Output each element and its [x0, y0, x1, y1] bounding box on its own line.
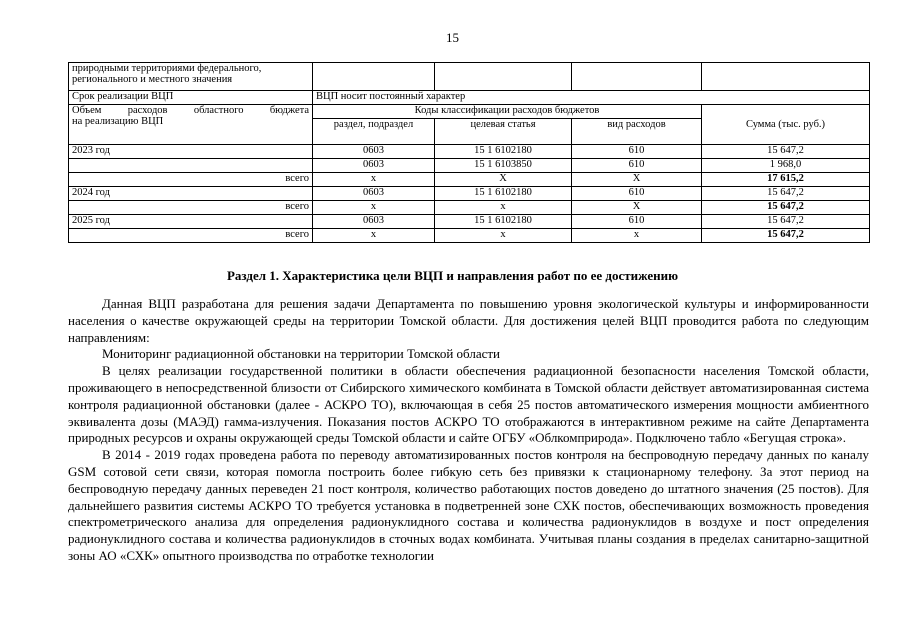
- section-title: Раздел 1. Характеристика цели ВЦП и направления работ по ее достижению: [226, 268, 679, 283]
- article-cell: 15 1 6102180: [435, 145, 572, 159]
- kind-cell: Х: [572, 201, 702, 215]
- term-label: Срок реализации ВЦП: [69, 91, 313, 105]
- section-cell: х: [313, 201, 435, 215]
- section-cell: 0603: [313, 145, 435, 159]
- paragraph: Мониторинг радиационной обстановки на территории Томской области: [102, 346, 501, 362]
- article-cell: 15 1 6102180: [435, 215, 572, 229]
- table-row: [69, 173, 870, 187]
- volume-label: Объем расходов областного бюджета на реализацию ВЦП: [69, 105, 313, 145]
- sum-cell: 1 968,0: [702, 159, 870, 173]
- article-cell: Х: [435, 173, 572, 187]
- row-label: всего: [69, 229, 313, 243]
- kind-cell: 610: [572, 215, 702, 229]
- section-cell: х: [313, 173, 435, 187]
- codes-header: Коды классификации расходов бюджетов: [313, 105, 702, 119]
- table-row-territories: [69, 63, 870, 91]
- row-label: 2023 год: [69, 145, 313, 159]
- term-value: ВЦП носит постоянный характер: [313, 91, 870, 105]
- section-col-header: раздел, подраздел: [313, 119, 435, 145]
- table-row-codes-header: [69, 105, 870, 119]
- article-col-header: целевая статья: [435, 119, 572, 145]
- table-row-term: [69, 91, 870, 105]
- kind-cell: 610: [572, 159, 702, 173]
- article-cell: х: [435, 201, 572, 215]
- row-label: всего: [69, 201, 313, 215]
- table-row: [69, 215, 870, 229]
- sum-cell: 15 647,2: [702, 187, 870, 201]
- section-cell: х: [313, 229, 435, 243]
- paragraph: Данная ВЦП разработана для решения задачи Департамента по повышению уровня экологической культуры и информированности населения о качестве окружающей среды на территории Томской области. Для достижения целей ВЦП проводится работа по следующим направлениям:: [68, 296, 869, 345]
- article-cell: 15 1 6102180: [435, 187, 572, 201]
- volume-label-line1: Объем расходов областного бюджета: [72, 105, 309, 116]
- sum-cell: 15 647,2: [702, 215, 870, 229]
- row-label: 2024 год: [69, 187, 313, 201]
- body-text: [68, 296, 869, 565]
- kind-cell: 610: [572, 187, 702, 201]
- kind-cell: Х: [572, 173, 702, 187]
- kind-cell: 610: [572, 145, 702, 159]
- article-cell: 15 1 6103850: [435, 159, 572, 173]
- table-row: [69, 201, 870, 215]
- article-cell: х: [435, 229, 572, 243]
- section-cell: 0603: [313, 187, 435, 201]
- table-row: [69, 229, 870, 243]
- table-data-rows: [69, 145, 870, 243]
- sum-cell: 17 615,2: [702, 173, 870, 187]
- table-row: [69, 159, 870, 173]
- section-cell: 0603: [313, 215, 435, 229]
- kind-col-header: вид расходов: [572, 119, 702, 145]
- sum-header: Сумма (тыс. руб.): [702, 105, 870, 145]
- row-label: [69, 159, 313, 173]
- sum-cell: 15 647,2: [702, 201, 870, 215]
- page-number: 15: [446, 30, 459, 45]
- table-row: [69, 145, 870, 159]
- row-label: 2025 год: [69, 215, 313, 229]
- section-cell: 0603: [313, 159, 435, 173]
- paragraph: В целях реализации государственной политики в области обеспечения радиационной безопасности населения Томской области, проживающего в непосредственной близости от Сибирского химического комбината в Томской области действует автоматизированная система контроля радиационной обстановки (далее - АСКРО ТО), включающая в себя 25 постов автоматического измерения мощности амбиентного эквивалента дозы (МАЭД) гамма-излучения. Показания постов АСКРО ТО отображаются в интерактивном режиме на сайте Департамента природных ресурсов и охраны окружающей среды Томской области и сайте ОГБУ «Облкомприрода». Подключено табло «Бегущая строка».: [68, 363, 869, 446]
- paragraph: В 2014 - 2019 годах проведена работа по переводу автоматизированных постов контроля на беспроводную передачу данных по каналу GSM сотовой сети связи, которая помогла построить более гибкую сеть без привязки к стационарному телефону. За этот период на беспроводную передачу данных переведен 21 пост контроля, количество работающих постов доведено до штатного значения (25 постов). Для дальнейшего развития системы АСКРО ТО требуется установка в подветренней зоне СХК постов, обеспечивающих возможность проведения спектрометрического анализа для определения радионуклидного состава и количества радионуклидов в воздухе и пост определения радионуклидного состава и количества радионуклидов в сточных водах комбината. Учитывая планы создания в пределах санитарно-защитной зоны АО «СХК» опытного производства по отработке технологии: [68, 447, 869, 563]
- sum-cell: 15 647,2: [702, 145, 870, 159]
- kind-cell: х: [572, 229, 702, 243]
- sum-cell: 15 647,2: [702, 229, 870, 243]
- table-row: [69, 187, 870, 201]
- territories-label: природными территориями федерального, регионального и местного значения: [69, 63, 313, 91]
- budget-table: [68, 62, 870, 243]
- row-label: всего: [69, 173, 313, 187]
